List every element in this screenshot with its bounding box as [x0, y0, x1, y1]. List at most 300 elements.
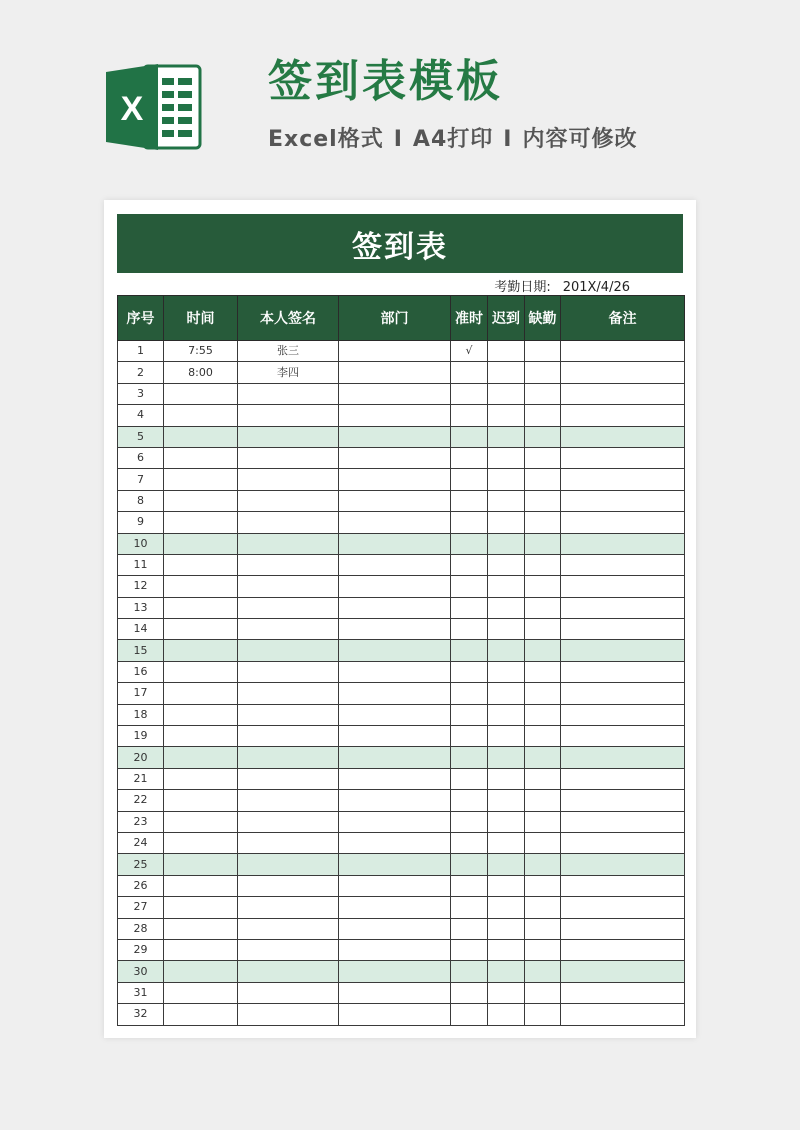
cell-time[interactable] — [164, 875, 238, 896]
cell-time[interactable]: 8:00 — [164, 362, 238, 383]
cell-on-time[interactable] — [451, 640, 488, 661]
cell-time[interactable] — [164, 832, 238, 853]
cell-absent[interactable] — [525, 597, 561, 618]
subtitle-separator: I — [503, 127, 513, 152]
table-row — [118, 661, 685, 682]
cell-late[interactable] — [488, 790, 525, 811]
cell-number: 32 — [118, 1004, 164, 1025]
cell-department[interactable] — [339, 790, 451, 811]
cell-on-time[interactable] — [451, 597, 488, 618]
cell-remarks[interactable] — [561, 768, 685, 789]
cell-late[interactable] — [488, 512, 525, 533]
cell-number: 22 — [118, 790, 164, 811]
cell-absent[interactable] — [525, 554, 561, 575]
cell-absent[interactable] — [525, 661, 561, 682]
cell-remarks[interactable] — [561, 597, 685, 618]
cell-signature[interactable] — [238, 554, 339, 575]
cell-department[interactable] — [339, 512, 451, 533]
table-row — [118, 790, 685, 811]
cell-time[interactable] — [164, 683, 238, 704]
cell-time[interactable] — [164, 426, 238, 447]
cell-on-time[interactable] — [451, 747, 488, 768]
cell-late[interactable] — [488, 811, 525, 832]
cell-late[interactable] — [488, 490, 525, 511]
cell-department[interactable] — [339, 362, 451, 383]
cell-department[interactable] — [339, 383, 451, 404]
cell-department[interactable] — [339, 597, 451, 618]
cell-absent[interactable] — [525, 939, 561, 960]
cell-number: 15 — [118, 640, 164, 661]
subtitle-separator: I — [393, 127, 403, 152]
cell-number: 29 — [118, 939, 164, 960]
cell-number: 19 — [118, 726, 164, 747]
table-row — [118, 383, 685, 404]
col-header-on-time: 准时 — [451, 296, 488, 341]
cell-remarks[interactable] — [561, 1004, 685, 1025]
table-row — [118, 597, 685, 618]
cell-number: 11 — [118, 554, 164, 575]
cell-time[interactable] — [164, 704, 238, 725]
cell-absent[interactable] — [525, 426, 561, 447]
cell-number: 20 — [118, 747, 164, 768]
cell-on-time[interactable] — [451, 362, 488, 383]
cell-on-time[interactable] — [451, 939, 488, 960]
cell-remarks[interactable] — [561, 918, 685, 939]
cell-time[interactable] — [164, 597, 238, 618]
cell-department[interactable] — [339, 405, 451, 426]
cell-remarks[interactable] — [561, 832, 685, 853]
date-label: 考勤日期: — [494, 280, 551, 295]
cell-signature[interactable] — [238, 405, 339, 426]
cell-department[interactable] — [339, 447, 451, 468]
cell-time[interactable] — [164, 918, 238, 939]
cell-late[interactable] — [488, 661, 525, 682]
cell-time[interactable] — [164, 811, 238, 832]
table-row — [118, 918, 685, 939]
cell-signature[interactable] — [238, 383, 339, 404]
col-header-remarks: 备注 — [561, 296, 685, 341]
cell-absent[interactable] — [525, 726, 561, 747]
cell-absent[interactable] — [525, 897, 561, 918]
cell-late[interactable] — [488, 447, 525, 468]
cell-on-time[interactable] — [451, 961, 488, 982]
cell-absent[interactable] — [525, 790, 561, 811]
cell-department[interactable] — [339, 982, 451, 1003]
cell-remarks[interactable] — [561, 811, 685, 832]
cell-remarks[interactable] — [561, 726, 685, 747]
sign-in-table — [117, 295, 685, 1026]
cell-late[interactable] — [488, 704, 525, 725]
cell-time[interactable] — [164, 939, 238, 960]
cell-absent[interactable] — [525, 1004, 561, 1025]
cell-signature[interactable]: 李四 — [238, 362, 339, 383]
cell-late[interactable] — [488, 362, 525, 383]
cell-number: 2 — [118, 362, 164, 383]
cell-on-time[interactable] — [451, 683, 488, 704]
cell-on-time[interactable] — [451, 426, 488, 447]
table-row — [118, 747, 685, 768]
cell-remarks[interactable] — [561, 961, 685, 982]
sheet-paper — [104, 200, 696, 1038]
cell-department[interactable] — [339, 554, 451, 575]
table-row — [118, 576, 685, 597]
cell-on-time[interactable] — [451, 1004, 488, 1025]
cell-absent[interactable] — [525, 832, 561, 853]
cell-late[interactable] — [488, 875, 525, 896]
cell-late[interactable] — [488, 576, 525, 597]
cell-late[interactable] — [488, 640, 525, 661]
col-header-department: 部门 — [339, 296, 451, 341]
cell-department[interactable] — [339, 704, 451, 725]
cell-department[interactable] — [339, 640, 451, 661]
cell-number: 25 — [118, 854, 164, 875]
cell-remarks[interactable] — [561, 362, 685, 383]
cell-late[interactable] — [488, 854, 525, 875]
cell-late[interactable] — [488, 961, 525, 982]
cell-on-time[interactable] — [451, 854, 488, 875]
col-header-absent: 缺勤 — [525, 296, 561, 341]
cell-number: 21 — [118, 768, 164, 789]
cell-number: 10 — [118, 533, 164, 554]
cell-on-time[interactable] — [451, 811, 488, 832]
cell-remarks[interactable] — [561, 790, 685, 811]
cell-department[interactable] — [339, 619, 451, 640]
cell-remarks[interactable] — [561, 854, 685, 875]
cell-absent[interactable] — [525, 619, 561, 640]
cell-late[interactable] — [488, 405, 525, 426]
cell-on-time[interactable] — [451, 619, 488, 640]
cell-department[interactable] — [339, 854, 451, 875]
table-row — [118, 1004, 685, 1025]
cell-time[interactable] — [164, 1004, 238, 1025]
cell-late[interactable] — [488, 533, 525, 554]
cell-absent[interactable] — [525, 362, 561, 383]
cell-number: 3 — [118, 383, 164, 404]
cell-number: 27 — [118, 897, 164, 918]
cell-remarks[interactable] — [561, 661, 685, 682]
cell-signature[interactable] — [238, 512, 339, 533]
cell-on-time[interactable] — [451, 512, 488, 533]
cell-on-time[interactable] — [451, 726, 488, 747]
cell-late[interactable] — [488, 726, 525, 747]
cell-department[interactable] — [339, 1004, 451, 1025]
cell-absent[interactable] — [525, 640, 561, 661]
cell-late[interactable] — [488, 383, 525, 404]
cell-time[interactable] — [164, 726, 238, 747]
table-row — [118, 447, 685, 468]
cell-number: 13 — [118, 597, 164, 618]
cell-late[interactable] — [488, 982, 525, 1003]
col-header-late: 迟到 — [488, 296, 525, 341]
cell-number: 26 — [118, 875, 164, 896]
cell-late[interactable] — [488, 832, 525, 853]
cell-number: 17 — [118, 683, 164, 704]
cell-absent[interactable] — [525, 447, 561, 468]
table-row — [118, 469, 685, 490]
cell-time[interactable] — [164, 661, 238, 682]
cell-signature[interactable] — [238, 469, 339, 490]
table-row — [118, 533, 685, 554]
cell-on-time[interactable] — [451, 469, 488, 490]
cell-number: 24 — [118, 832, 164, 853]
table-row — [118, 405, 685, 426]
cell-number: 7 — [118, 469, 164, 490]
cell-remarks[interactable] — [561, 426, 685, 447]
cell-absent[interactable] — [525, 961, 561, 982]
cell-remarks[interactable] — [561, 447, 685, 468]
cell-remarks[interactable] — [561, 554, 685, 575]
sheet-title: 签到表 — [117, 214, 683, 273]
cell-remarks[interactable] — [561, 576, 685, 597]
cell-absent[interactable] — [525, 533, 561, 554]
cell-absent[interactable] — [525, 512, 561, 533]
cell-on-time[interactable] — [451, 447, 488, 468]
cell-time[interactable] — [164, 383, 238, 404]
cell-time[interactable] — [164, 490, 238, 511]
cell-remarks[interactable] — [561, 875, 685, 896]
cell-on-time[interactable] — [451, 918, 488, 939]
cell-on-time[interactable] — [451, 704, 488, 725]
cell-signature[interactable] — [238, 533, 339, 554]
cell-remarks[interactable] — [561, 512, 685, 533]
cell-time[interactable] — [164, 640, 238, 661]
table-body — [118, 341, 685, 1026]
cell-remarks[interactable] — [561, 640, 685, 661]
cell-signature[interactable] — [238, 790, 339, 811]
cell-signature[interactable] — [238, 1004, 339, 1025]
cell-remarks[interactable] — [561, 341, 685, 362]
cell-signature[interactable] — [238, 747, 339, 768]
cell-late[interactable] — [488, 918, 525, 939]
cell-late[interactable] — [488, 1004, 525, 1025]
table-row — [118, 704, 685, 725]
cell-on-time[interactable] — [451, 554, 488, 575]
cell-late[interactable] — [488, 619, 525, 640]
cell-number: 28 — [118, 918, 164, 939]
table-row — [118, 619, 685, 640]
cell-time[interactable] — [164, 897, 238, 918]
cell-number: 1 — [118, 341, 164, 362]
cell-on-time[interactable] — [451, 405, 488, 426]
cell-signature[interactable] — [238, 897, 339, 918]
table-row — [118, 982, 685, 1003]
cell-on-time[interactable] — [451, 790, 488, 811]
cell-absent[interactable] — [525, 490, 561, 511]
cell-remarks[interactable] — [561, 747, 685, 768]
cell-on-time[interactable] — [451, 897, 488, 918]
subtitle-print: A4打印 — [412, 127, 494, 152]
cell-signature[interactable] — [238, 597, 339, 618]
cell-late[interactable] — [488, 426, 525, 447]
cell-department[interactable] — [339, 341, 451, 362]
cell-absent[interactable] — [525, 747, 561, 768]
table-row — [118, 832, 685, 853]
cell-remarks[interactable] — [561, 490, 685, 511]
cell-absent[interactable] — [525, 982, 561, 1003]
cell-late[interactable] — [488, 597, 525, 618]
table-row — [118, 811, 685, 832]
cell-department[interactable] — [339, 875, 451, 896]
cell-absent[interactable] — [525, 854, 561, 875]
cell-department[interactable] — [339, 768, 451, 789]
cell-time[interactable] — [164, 982, 238, 1003]
table-row — [118, 683, 685, 704]
cell-department[interactable] — [339, 897, 451, 918]
cell-absent[interactable] — [525, 683, 561, 704]
cell-department[interactable] — [339, 747, 451, 768]
cell-signature[interactable] — [238, 832, 339, 853]
table-row — [118, 961, 685, 982]
cell-department[interactable] — [339, 490, 451, 511]
cell-time[interactable] — [164, 533, 238, 554]
table-header-row — [118, 296, 685, 341]
table-row — [118, 362, 685, 383]
cell-remarks[interactable] — [561, 405, 685, 426]
cell-on-time[interactable] — [451, 832, 488, 853]
table-row — [118, 512, 685, 533]
cell-late[interactable] — [488, 341, 525, 362]
cell-signature[interactable] — [238, 447, 339, 468]
cell-department[interactable] — [339, 918, 451, 939]
cell-remarks[interactable] — [561, 619, 685, 640]
cell-late[interactable] — [488, 939, 525, 960]
cell-time[interactable] — [164, 469, 238, 490]
cell-on-time[interactable] — [451, 533, 488, 554]
cell-on-time[interactable] — [451, 576, 488, 597]
cell-on-time[interactable]: √ — [451, 341, 488, 362]
table-row — [118, 490, 685, 511]
table-row — [118, 726, 685, 747]
cell-absent[interactable] — [525, 341, 561, 362]
cell-late[interactable] — [488, 683, 525, 704]
cell-department[interactable] — [339, 426, 451, 447]
cell-signature[interactable] — [238, 704, 339, 725]
cell-on-time[interactable] — [451, 982, 488, 1003]
cell-signature[interactable]: 张三 — [238, 341, 339, 362]
cell-absent[interactable] — [525, 811, 561, 832]
cell-time[interactable] — [164, 554, 238, 575]
page-title: 签到表模板 — [268, 56, 503, 107]
cell-remarks[interactable] — [561, 383, 685, 404]
cell-signature[interactable] — [238, 490, 339, 511]
cell-signature[interactable] — [238, 918, 339, 939]
table-row — [118, 640, 685, 661]
cell-time[interactable] — [164, 512, 238, 533]
cell-number: 18 — [118, 704, 164, 725]
cell-late[interactable] — [488, 747, 525, 768]
cell-time[interactable] — [164, 768, 238, 789]
cell-absent[interactable] — [525, 875, 561, 896]
cell-signature[interactable] — [238, 426, 339, 447]
cell-on-time[interactable] — [451, 768, 488, 789]
cell-time[interactable] — [164, 747, 238, 768]
excel-icon — [104, 62, 204, 152]
cell-signature[interactable] — [238, 683, 339, 704]
cell-time[interactable] — [164, 961, 238, 982]
cell-late[interactable] — [488, 469, 525, 490]
cell-late[interactable] — [488, 768, 525, 789]
subtitle-editable: 内容可修改 — [522, 127, 638, 152]
cell-signature[interactable] — [238, 811, 339, 832]
cell-on-time[interactable] — [451, 490, 488, 511]
cell-on-time[interactable] — [451, 875, 488, 896]
cell-late[interactable] — [488, 897, 525, 918]
table-row — [118, 854, 685, 875]
cell-late[interactable] — [488, 554, 525, 575]
cell-remarks[interactable] — [561, 897, 685, 918]
cell-department[interactable] — [339, 961, 451, 982]
cell-absent[interactable] — [525, 383, 561, 404]
cell-remarks[interactable] — [561, 939, 685, 960]
cell-on-time[interactable] — [451, 383, 488, 404]
cell-number: 5 — [118, 426, 164, 447]
cell-remarks[interactable] — [561, 704, 685, 725]
cell-signature[interactable] — [238, 939, 339, 960]
cell-department[interactable] — [339, 469, 451, 490]
cell-remarks[interactable] — [561, 982, 685, 1003]
cell-signature[interactable] — [238, 726, 339, 747]
cell-number: 8 — [118, 490, 164, 511]
date-value: 201X/4/26 — [562, 280, 630, 295]
cell-signature[interactable] — [238, 982, 339, 1003]
col-header-signature: 本人签名 — [238, 296, 339, 341]
cell-signature[interactable] — [238, 875, 339, 896]
cell-signature[interactable] — [238, 576, 339, 597]
cell-signature[interactable] — [238, 854, 339, 875]
cell-department[interactable] — [339, 726, 451, 747]
cell-time[interactable] — [164, 854, 238, 875]
cell-department[interactable] — [339, 533, 451, 554]
cell-signature[interactable] — [238, 640, 339, 661]
table-row — [118, 341, 685, 362]
cell-number: 6 — [118, 447, 164, 468]
table-row — [118, 897, 685, 918]
cell-number: 23 — [118, 811, 164, 832]
cell-number: 4 — [118, 405, 164, 426]
cell-department[interactable] — [339, 683, 451, 704]
cell-time[interactable] — [164, 619, 238, 640]
cell-absent[interactable] — [525, 405, 561, 426]
cell-signature[interactable] — [238, 768, 339, 789]
cell-absent[interactable] — [525, 768, 561, 789]
cell-remarks[interactable] — [561, 683, 685, 704]
cell-absent[interactable] — [525, 469, 561, 490]
cell-signature[interactable] — [238, 619, 339, 640]
cell-absent[interactable] — [525, 576, 561, 597]
cell-number: 31 — [118, 982, 164, 1003]
cell-time[interactable]: 7:55 — [164, 341, 238, 362]
cell-time[interactable] — [164, 405, 238, 426]
cell-department[interactable] — [339, 832, 451, 853]
cell-remarks[interactable] — [561, 533, 685, 554]
cell-absent[interactable] — [525, 704, 561, 725]
cell-remarks[interactable] — [561, 469, 685, 490]
col-header-time: 时间 — [164, 296, 238, 341]
cell-number: 16 — [118, 661, 164, 682]
cell-signature[interactable] — [238, 661, 339, 682]
cell-signature[interactable] — [238, 961, 339, 982]
cell-time[interactable] — [164, 790, 238, 811]
cell-absent[interactable] — [525, 918, 561, 939]
cell-time[interactable] — [164, 576, 238, 597]
cell-department[interactable] — [339, 661, 451, 682]
cell-on-time[interactable] — [451, 661, 488, 682]
cell-number: 9 — [118, 512, 164, 533]
cell-department[interactable] — [339, 811, 451, 832]
cell-department[interactable] — [339, 576, 451, 597]
cell-time[interactable] — [164, 447, 238, 468]
cell-department[interactable] — [339, 939, 451, 960]
